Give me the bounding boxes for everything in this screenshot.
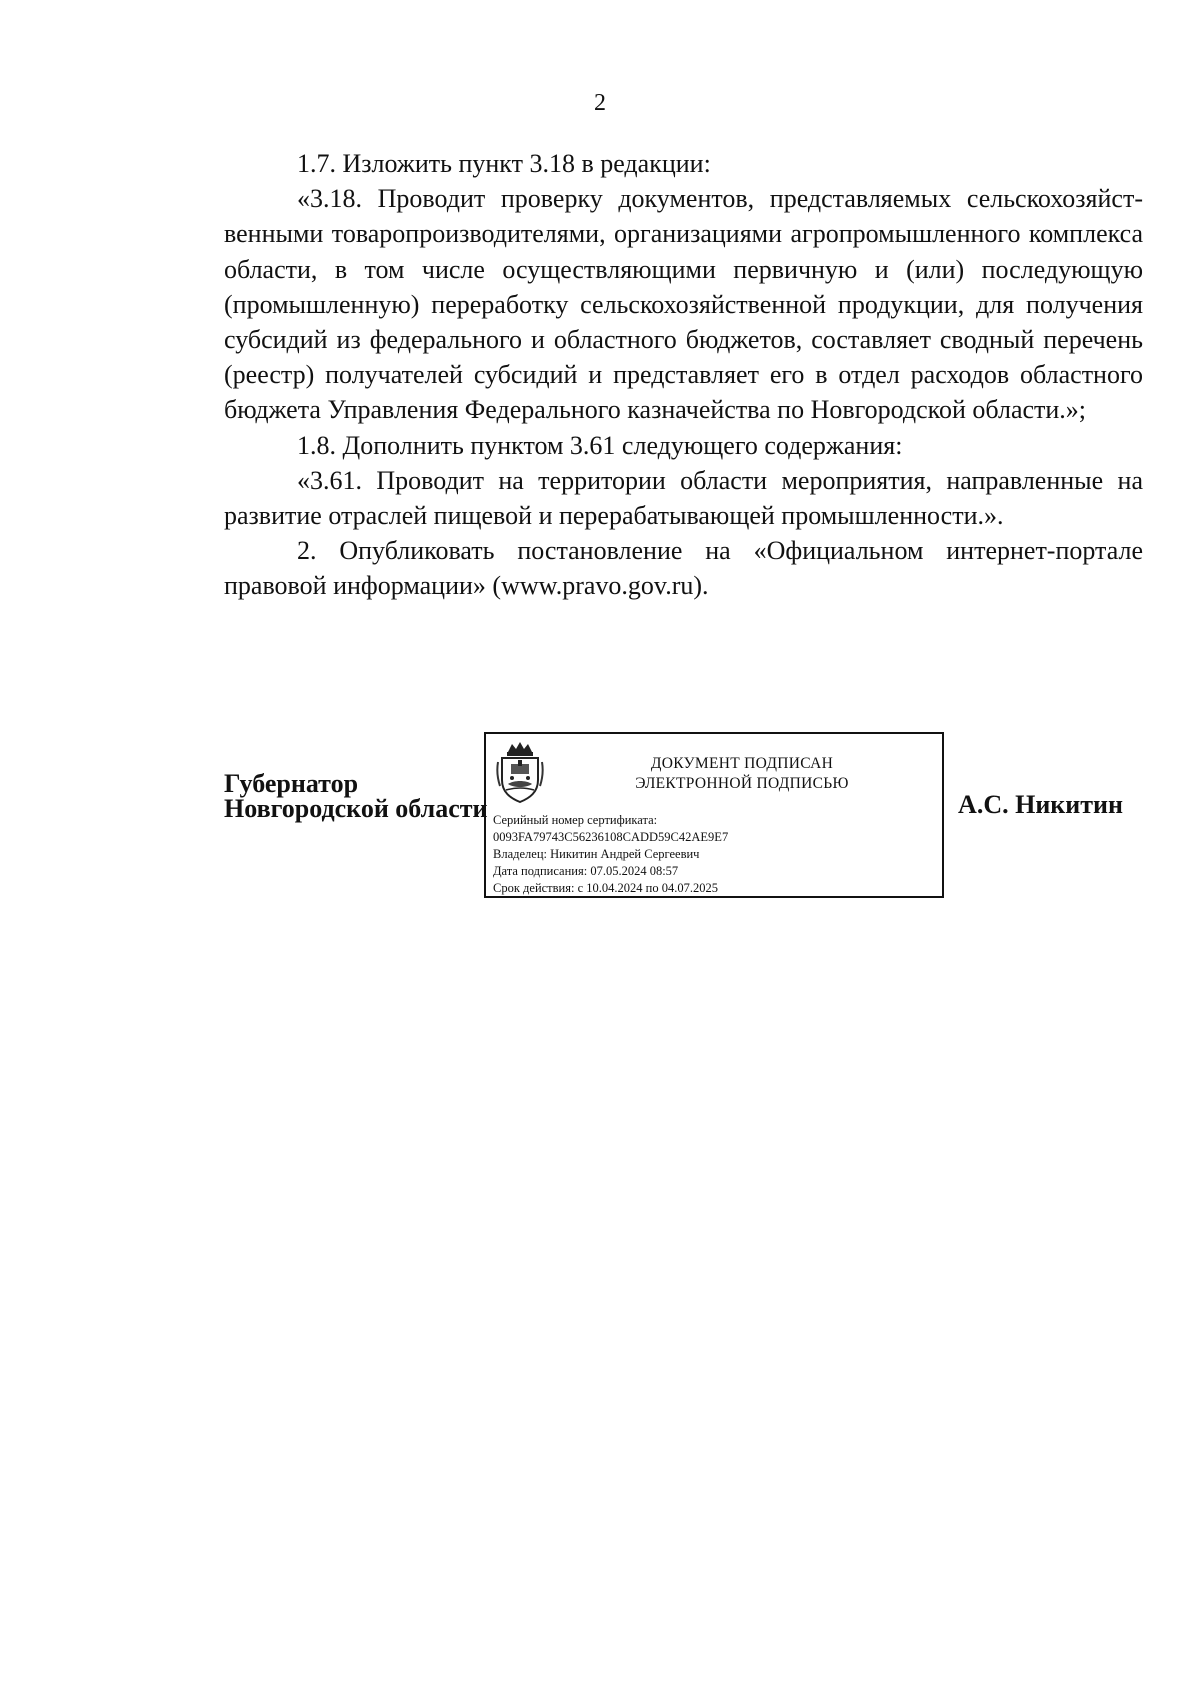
stamp-cert-label: Серийный номер сертификата: [493, 813, 658, 827]
document-body [224, 146, 1143, 604]
paragraph-item-1-7: 1.7. Изложить пункт 3.18 в редакции: [297, 149, 711, 178]
stamp-cert-number: 0093FA79743C56236108CADD59C42AE9E7 [493, 830, 729, 844]
paragraph-item-2: 2. Опубликовать постановление на «Официальном интернет-портале правовой информации» (www.pravo.gov.ru). [224, 536, 1143, 601]
stamp-header-line1: ДОКУМЕНТ ПОДПИСАН [650, 755, 834, 772]
signatory-position [224, 771, 488, 821]
coat-of-arms-icon [494, 740, 546, 806]
paragraph-item-3-61-text: «3.61. Проводит на территории области мероприятия, направленные на развитие отраслей пищевой и перерабатывающей промышленности.». [224, 465, 1143, 531]
signatory-position-line2: Новгородской области [224, 794, 488, 823]
stamp-header-line2: ЭЛЕКТРОННОЙ ПОДПИСЬЮ [635, 775, 849, 792]
page-number: 2 [594, 90, 606, 116]
signatory-position-line1: Губернатор [224, 769, 359, 798]
paragraph-item-3-18-text: «3.18. Проводит проверку документов, представляемых сельскохозяйственными товаропроизводителями, организациями агропромышленного комплекса области, в том числе осуществляющими первичную и (или) последующую (промышленную) переработку сельскохозяйственной продукции, для получения субсидий из федерального и областного бюджетов, составляет сводный перечень (реестр) получателей субсидий и представляет его в отдел расходов областного бюджета Управления Федерального казначейства по Новгородской области.»; [224, 184, 1143, 425]
stamp-validity: Срок действия: с 10.04.2024 по 04.07.2025 [493, 881, 718, 895]
electronic-signature-stamp [484, 732, 944, 898]
stamp-signed-date: Дата подписания: 07.05.2024 08:57 [493, 864, 679, 878]
signatory-name: А.С. Никитин [958, 790, 1123, 819]
stamp-details [493, 812, 936, 897]
stamp-header [552, 754, 932, 794]
stamp-owner: Владелец: Никитин Андрей Сергеевич [493, 847, 700, 861]
paragraph-item-1-8: 1.8. Дополнить пунктом 3.61 следующего содержания: [297, 430, 903, 460]
